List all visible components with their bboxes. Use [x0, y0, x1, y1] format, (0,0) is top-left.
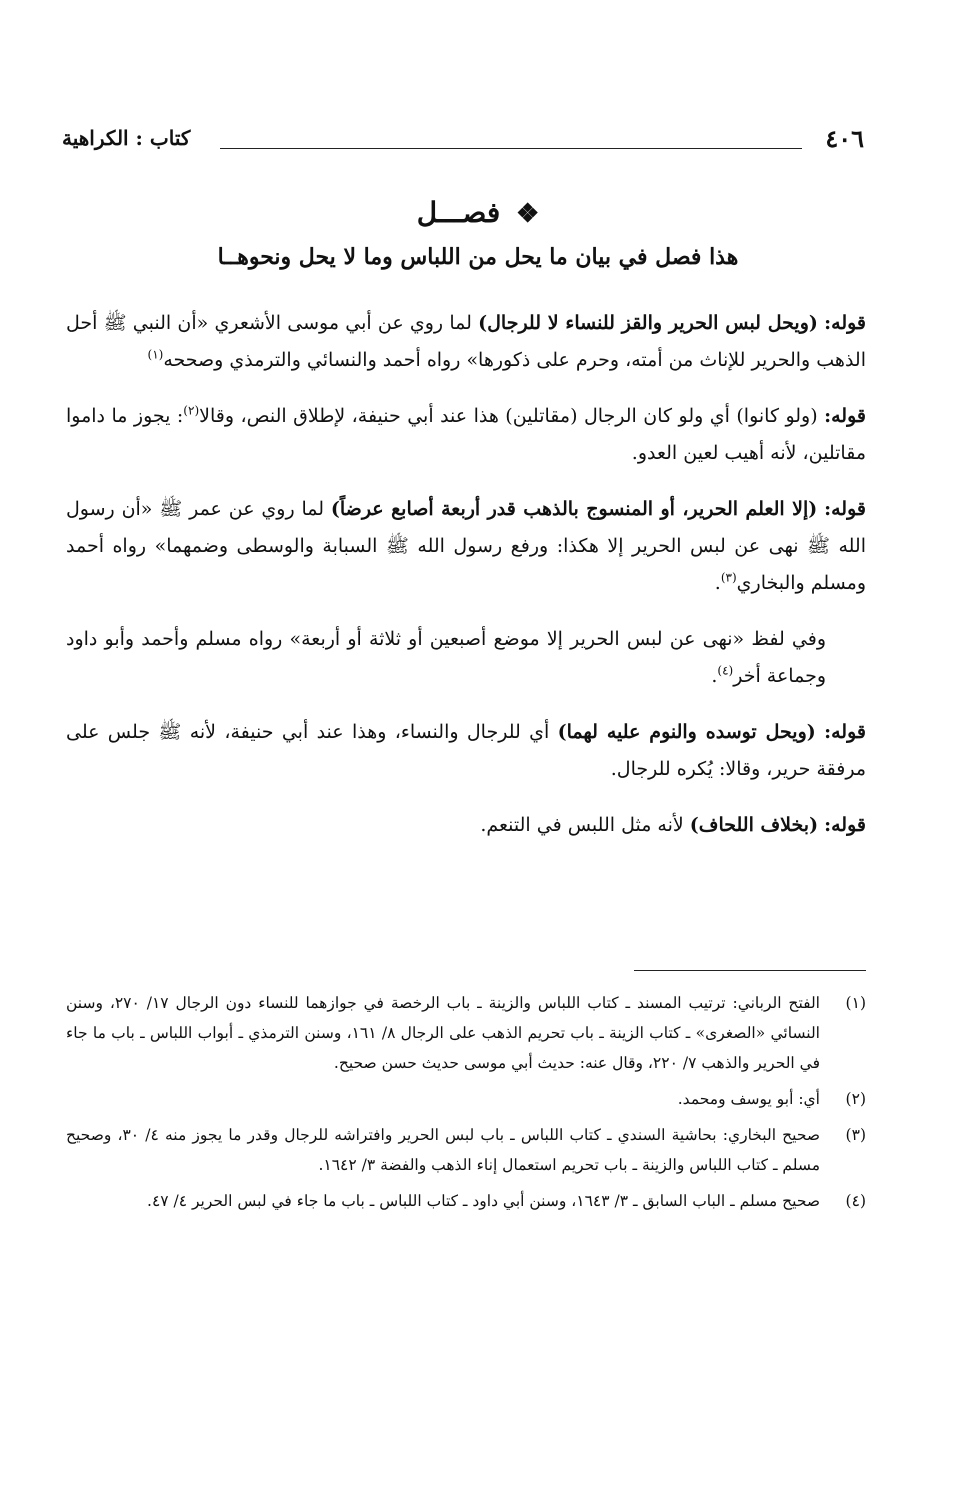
footnote-item — [66, 1186, 866, 1216]
footnote-number: (٢) — [845, 1090, 866, 1108]
section-subtitle: هذا فصل في بيان ما يحل من اللباس وما لا يحل ونحوهــا — [217, 244, 739, 270]
footnotes — [66, 988, 866, 1222]
quote: (إلا العلم الحرير، أو المنسوج بالذهب قدر أربعة أصابع عرضاً) — [330, 498, 818, 520]
paragraph-tail: . — [711, 665, 718, 687]
paragraph-2 — [66, 398, 866, 472]
footnote-ref[interactable]: (٤) — [717, 663, 734, 678]
footnote-number: (١) — [845, 994, 866, 1012]
ornament-icon: ❖ — [515, 199, 540, 229]
paragraph-4 — [66, 621, 866, 695]
quote: (ويحل توسده والنوم عليه لهما) — [557, 721, 816, 743]
body-text — [66, 305, 866, 863]
paragraph-text: لما روي عن أبي موسى الأشعري «أن النبي ﷺ أحل الذهب والحرير للإناث من أمته، وحرم على ذكورها» رواه أحمد والنسائي والترمذي وصححه — [66, 312, 866, 371]
keyword: قوله: — [824, 405, 866, 427]
paragraph-tail: : يجوز ما داموا مقاتلين، لأنه أهيب لعين العدو. — [66, 405, 866, 464]
footnote-text: صحيح البخاري: بحاشية السندي ـ كتاب اللباس ـ باب لبس الحرير وافتراشه للرجال وقدر ما يجوز منه ٤/ ٣٠، وصحيح مسلم ـ كتاب اللباس والزينة ـ باب تحريم استعمال إناء الذهب والفضة ٣/ ١٦٤٢. — [66, 1126, 821, 1174]
page-number: ٤٠٦ — [825, 124, 864, 153]
keyword: قوله: — [824, 814, 866, 836]
keyword: قوله: — [824, 498, 866, 520]
footnote-item — [66, 1120, 866, 1180]
paragraph-text: لما روي عن عمر ﷺ «أن رسول الله ﷺ نهى عن لبس الحرير إلا هكذا: ورفع رسول الله ﷺ السبابة والوسطى وضمهما» رواه أحمد ومسلم والبخاري — [66, 498, 866, 594]
footnote-ref[interactable]: (٢) — [183, 403, 200, 418]
quote: (ويحل لبس الحرير والقز للنساء لا للرجال) — [478, 312, 818, 334]
footnote-number: (٤) — [845, 1192, 866, 1210]
paragraph-text: أي للرجال والنساء، وهذا عند أبي حنيفة، لأنه ﷺ جلس على مرفقة حرير، وقالا: يُكره للرجال. — [66, 721, 866, 780]
keyword: قوله: — [824, 721, 866, 743]
paragraph-tail: . — [714, 572, 721, 594]
paragraph-text: وفي لفظ «نهى عن لبس الحرير إلا موضع أصبعين أو ثلاثة أو أربعة» رواه مسلم وأحمد وأبو داود وجماعة أخر — [66, 628, 826, 687]
paragraph-5 — [66, 714, 866, 788]
paragraph-text: لأنه مثل اللبس في التنعم. — [480, 814, 690, 836]
footnote-item — [66, 988, 866, 1078]
footnote-item — [66, 1084, 866, 1114]
paragraph-text: (ولو كانوا) أي ولو كان الرجال (مقاتلين) هذا عند أبي حنيفة، لإطلاق النص، وقالا — [199, 405, 825, 427]
footnote-ref[interactable]: (١) — [147, 347, 164, 362]
paragraph-6 — [66, 807, 866, 844]
keyword: قوله: — [824, 312, 867, 334]
book-title: كتاب : الكراهية — [62, 126, 191, 150]
footnote-rule — [634, 970, 866, 971]
page-header — [62, 120, 864, 160]
quote: (بخلاف اللحاف) — [689, 814, 819, 836]
header-rule — [220, 148, 802, 149]
paragraph-1 — [66, 305, 866, 379]
footnote-ref[interactable]: (٣) — [720, 570, 737, 585]
paragraph-3 — [66, 491, 866, 602]
footnote-text: أي: أبو يوسف ومحمد. — [677, 1090, 820, 1108]
footnote-number: (٣) — [845, 1126, 866, 1144]
footnote-text: الفتح الرباني: ترتيب المسند ـ كتاب اللباس والزينة ـ باب الرخصة في جوازهما للنساء دون الرجال ١٧/ ٢٧٠، وسنن النسائي «الصغرى» ـ كتاب الزينة ـ باب تحريم الذهب على الرجال ٨/ ١٦١، وسنن الترمذي ـ أبواب اللباس ـ باب ما جاء في الحرير والذهب ٧/ ٢٢٠، وقال عنه: حديث أبي موسى حديث حسن صحيح. — [66, 994, 820, 1072]
footnote-text: صحيح مسلم ـ الباب السابق ـ ٣/ ١٦٤٣، وسنن أبي داود ـ كتاب اللباس ـ باب ما جاء في لبس الحرير ٤/ ٤٧. — [147, 1192, 820, 1210]
section-title-text: فصـــل — [416, 196, 501, 229]
section-title — [0, 196, 956, 229]
